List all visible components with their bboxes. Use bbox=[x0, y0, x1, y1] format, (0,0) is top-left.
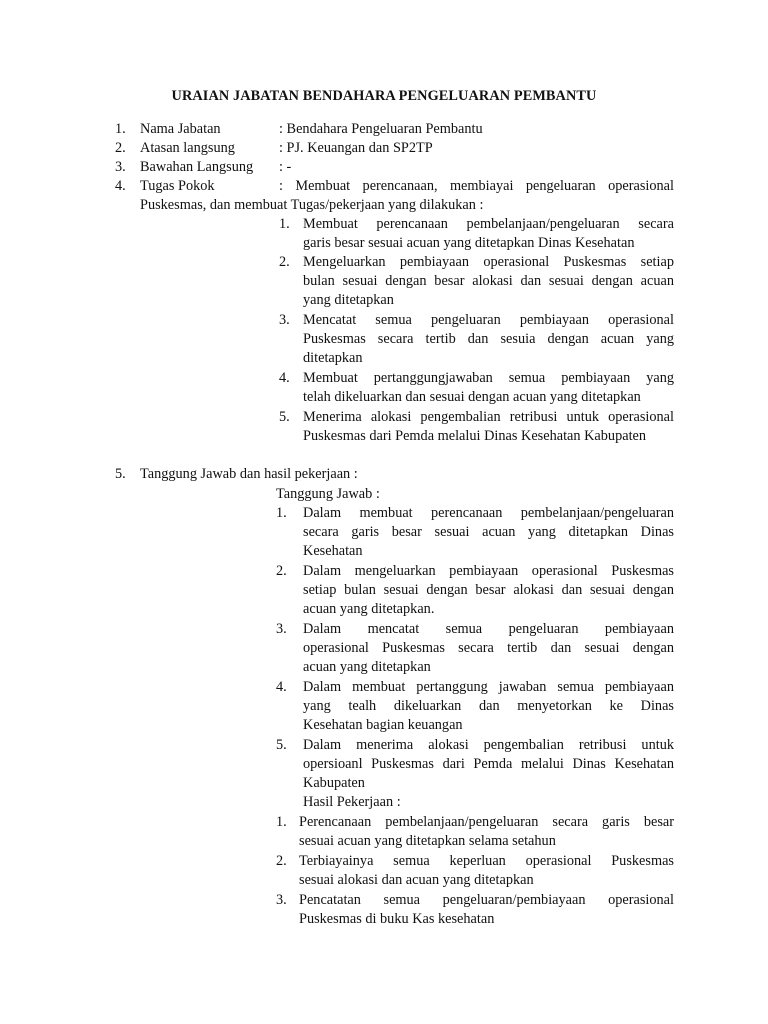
item-value: : - bbox=[279, 159, 292, 175]
subheading-hasil-pekerjaan: Hasil Pekerjaan : bbox=[303, 794, 401, 810]
list-line: sesuai alokasi dan acuan yang ditetapkan bbox=[299, 872, 534, 888]
list-line: Dalam menerima alokasi pengembalian retribusi untuk bbox=[303, 737, 674, 753]
list-line: acuan yang ditetapkan bbox=[303, 659, 431, 675]
list-line: Kesehatan bbox=[303, 543, 363, 559]
item-number: 1. bbox=[115, 121, 126, 137]
item-number: 3. bbox=[115, 159, 126, 175]
item-number: 2. bbox=[115, 140, 126, 156]
list-line: garis besar sesuai acuan yang ditetapkan Dinas Kesehatan bbox=[303, 235, 635, 251]
item-label: Tugas Pokok bbox=[140, 178, 215, 194]
item-value: : Membuat perencanaan, membiayai pengeluaran operasional bbox=[279, 178, 674, 194]
list-line: Dalam mengeluarkan pembiayaan operasional Puskesmas bbox=[303, 563, 674, 579]
list-number: 5. bbox=[279, 409, 290, 425]
list-number: 2. bbox=[276, 853, 287, 869]
list-line: Dalam membuat perencanaan pembelanjaan/pengeluaran bbox=[303, 505, 674, 521]
list-number: 3. bbox=[279, 312, 290, 328]
list-line: Membuat perencanaan pembelanjaan/pengeluaran secara bbox=[303, 216, 674, 232]
item-value-continuation: Puskesmas, dan membuat Tugas/pekerjaan yang dilakukan : bbox=[140, 197, 484, 213]
subheading-tanggung-jawab: Tanggung Jawab : bbox=[276, 486, 380, 502]
list-line: Puskesmas secara tertib dan sesuia dengan acuan yang bbox=[303, 331, 674, 347]
list-number: 3. bbox=[276, 892, 287, 908]
list-line: Menerima alokasi pengembalian retribusi untuk operasional bbox=[303, 409, 674, 425]
list-line: Terbiayainya semua keperluan operasional Puskesmas bbox=[299, 853, 674, 869]
list-number: 3. bbox=[276, 621, 287, 637]
list-number: 2. bbox=[276, 563, 287, 579]
list-number: 1. bbox=[276, 814, 287, 830]
list-line: Dalam membuat pertanggung jawaban semua pembiayaan bbox=[303, 679, 674, 695]
list-line: Membuat pertanggungjawaban semua pembiayaan yang bbox=[303, 370, 674, 386]
list-line: opersioanl Puskesmas dari Pemda melalui Dinas Kesehatan bbox=[303, 756, 674, 772]
list-line: ditetapkan bbox=[303, 350, 363, 366]
item-label: Nama Jabatan bbox=[140, 121, 221, 137]
list-line: Kesehatan bagian keuangan bbox=[303, 717, 463, 733]
item-value: : PJ. Keuangan dan SP2TP bbox=[279, 140, 433, 156]
list-number: 1. bbox=[276, 505, 287, 521]
list-line: Kabupaten bbox=[303, 775, 365, 791]
list-number: 4. bbox=[279, 370, 290, 386]
item-value: : Bendahara Pengeluaran Pembantu bbox=[279, 121, 483, 137]
document-title: URAIAN JABATAN BENDAHARA PENGELUARAN PEMBANTU bbox=[171, 88, 597, 104]
item-label: Atasan langsung bbox=[140, 140, 235, 156]
list-line: Mencatat semua pengeluaran pembiayaan operasional bbox=[303, 312, 674, 328]
list-line: telah dikeluarkan dan sesuai dengan acuan yang ditetapkan bbox=[303, 389, 641, 405]
list-line: Puskesmas dari Pemda melalui Dinas Kesehatan Kabupaten bbox=[303, 428, 647, 444]
list-line: secara garis besar sesuai acuan yang ditetapkan Dinas bbox=[303, 524, 674, 540]
list-number: 1. bbox=[279, 216, 290, 232]
list-line: Puskesmas di buku Kas kesehatan bbox=[299, 911, 495, 927]
list-line: yang tealh dikeluarkan dan menyetorkan ke Dinas bbox=[303, 698, 674, 714]
list-line: sesuai acuan yang ditetapkan selama setahun bbox=[299, 833, 556, 849]
item-number: 4. bbox=[115, 178, 126, 194]
list-number: 2. bbox=[279, 254, 290, 270]
list-number: 5. bbox=[276, 737, 287, 753]
list-line: yang ditetapkan bbox=[303, 292, 394, 308]
section-number: 5. bbox=[115, 466, 126, 482]
list-line: Mengeluarkan pembiayaan operasional Puskesmas setiap bbox=[303, 254, 674, 270]
list-number: 4. bbox=[276, 679, 287, 695]
list-line: Pencatatan semua pengeluaran/pembiayaan operasional bbox=[299, 892, 674, 908]
list-line: bulan sesuai dengan besar alokasi dan sesuai dengan acuan bbox=[303, 273, 674, 289]
section-heading: Tanggung Jawab dan hasil pekerjaan : bbox=[140, 466, 358, 482]
list-line: setiap bulan sesuai dengan besar alokasi dan sesuai dengan bbox=[303, 582, 674, 598]
item-label: Bawahan Langsung bbox=[140, 159, 254, 175]
list-line: Dalam mencatat semua pengeluaran pembiayaan bbox=[303, 621, 674, 637]
list-line: Perencanaan pembelanjaan/pengeluaran secara garis besar bbox=[299, 814, 674, 830]
list-line: acuan yang ditetapkan. bbox=[303, 601, 435, 617]
list-line: operasional Puskesmas secara tertib dan sesuai dengan bbox=[303, 640, 674, 656]
